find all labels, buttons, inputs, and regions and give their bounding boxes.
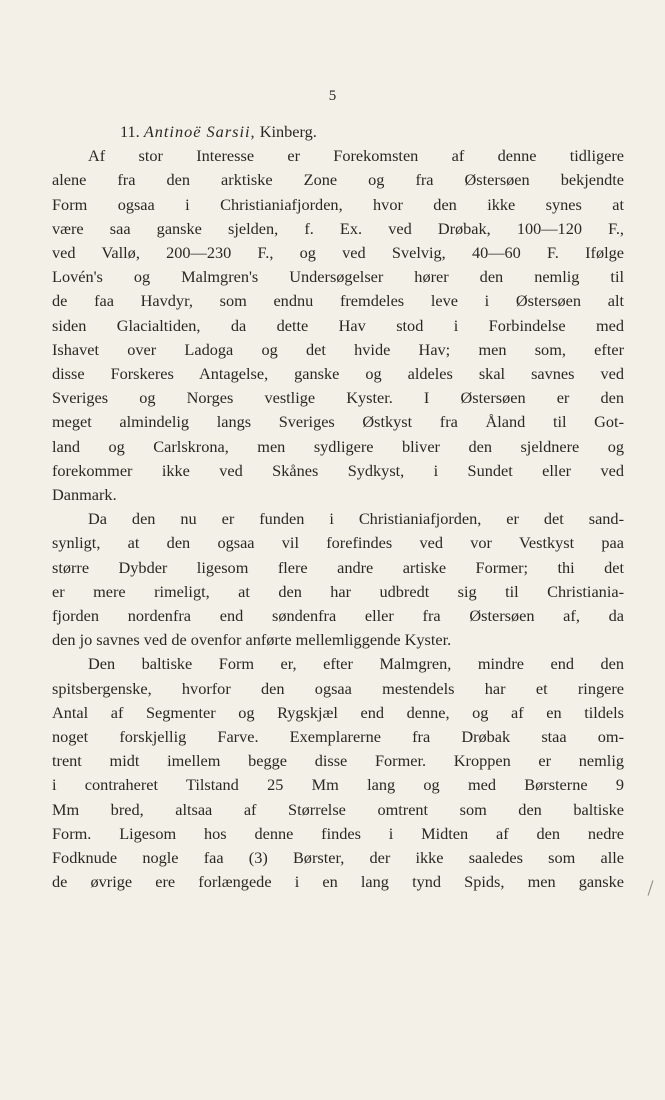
text-line: er mere rimeligt, at den har udbredt sig til Christiania- [52, 581, 624, 601]
text-line: land og Carlskrona, men sydligere bliver den sjeldnere og [52, 436, 624, 456]
text-line: Form ogsaa i Christianiafjorden, hvor den ikke synes at [52, 194, 624, 214]
text-line: trent midt imellem begge disse Former. Kroppen er nemlig [52, 751, 624, 771]
text-line: alene fra den arktiske Zone og fra Østersøen bekjendte [52, 170, 624, 190]
text-line: fjorden nordenfra end søndenfra eller fra Østersøen af, da [52, 606, 624, 626]
scan-mark [648, 880, 654, 896]
text-line: Da den nu er funden i Christianiafjorden, er det sand- [88, 509, 624, 529]
text-line: spitsbergenske, hvorfor den ogsaa mestendels har et ringere [52, 678, 624, 698]
species-author: Kinberg. [259, 122, 317, 141]
text-line: Af stor Interesse er Forekomsten af denne tidligere [88, 146, 624, 166]
text-line: Den baltiske Form er, efter Malmgren, mindre end den [88, 654, 624, 674]
text-line: siden Glacialtiden, da dette Hav stod i Forbindelse med [52, 315, 624, 335]
text-line: ved Vallø, 200—230 F., og ved Svelvig, 40—60 F. Ifølge [52, 243, 624, 263]
text-line: forekommer ikke ved Skånes Sydkyst, i Sundet eller ved [52, 460, 624, 480]
text-line: den jo savnes ved de ovenfor anførte mellemliggende Kyster. [52, 630, 452, 650]
text-line: de øvrige ere forlængede i en lang tynd Spids, men ganske [52, 872, 624, 892]
text-line: Sveriges og Norges vestlige Kyster. I Østersøen er den [52, 388, 624, 408]
section-heading [52, 120, 624, 144]
text-line: noget forskjellig Farve. Exemplarerne fra Drøbak staa om- [52, 727, 624, 747]
text-line: Antal af Segmenter og Rygskjæl end denne, og af en tildels [52, 702, 624, 722]
text-line: Lovén's og Malmgren's Undersøgelser hører den nemlig til [52, 267, 624, 287]
text-line: Danmark. [52, 485, 117, 505]
text-line: disse Forskeres Antagelse, ganske og aldeles skal savnes ved [52, 364, 624, 384]
text-line: meget almindelig langs Sveriges Østkyst fra Åland til Got- [52, 412, 624, 432]
text-line: Mm bred, altsaa af Størrelse omtrent som den baltiske [52, 799, 624, 819]
text-line: Ishavet over Ladoga og det hvide Hav; men som, efter [52, 339, 624, 359]
text-line: Fodknude nogle faa (3) Børster, der ikke saaledes som alle [52, 848, 624, 868]
body-text [52, 120, 624, 895]
heading-number: 11. [120, 122, 140, 141]
page-number: 5 [328, 88, 337, 104]
text-line: synligt, at den ogsaa vil forefindes ved vor Vestkyst paa [52, 533, 624, 553]
text-line: de faa Havdyr, som endnu fremdeles leve i Østersøen alt [52, 291, 624, 311]
text-line: større Dybder ligesom flere andre artiske Former; thi det [52, 557, 624, 577]
species-name: Antinoë Sarsii, [143, 122, 256, 141]
text-line: Form. Ligesom hos denne findes i Midten af den nedre [52, 823, 624, 843]
text-line: i contraheret Tilstand 25 Mm lang og med Børsterne 9 [52, 775, 624, 795]
text-line: være saa ganske sjelden, f. Ex. ved Drøbak, 100—120 F., [52, 218, 624, 238]
